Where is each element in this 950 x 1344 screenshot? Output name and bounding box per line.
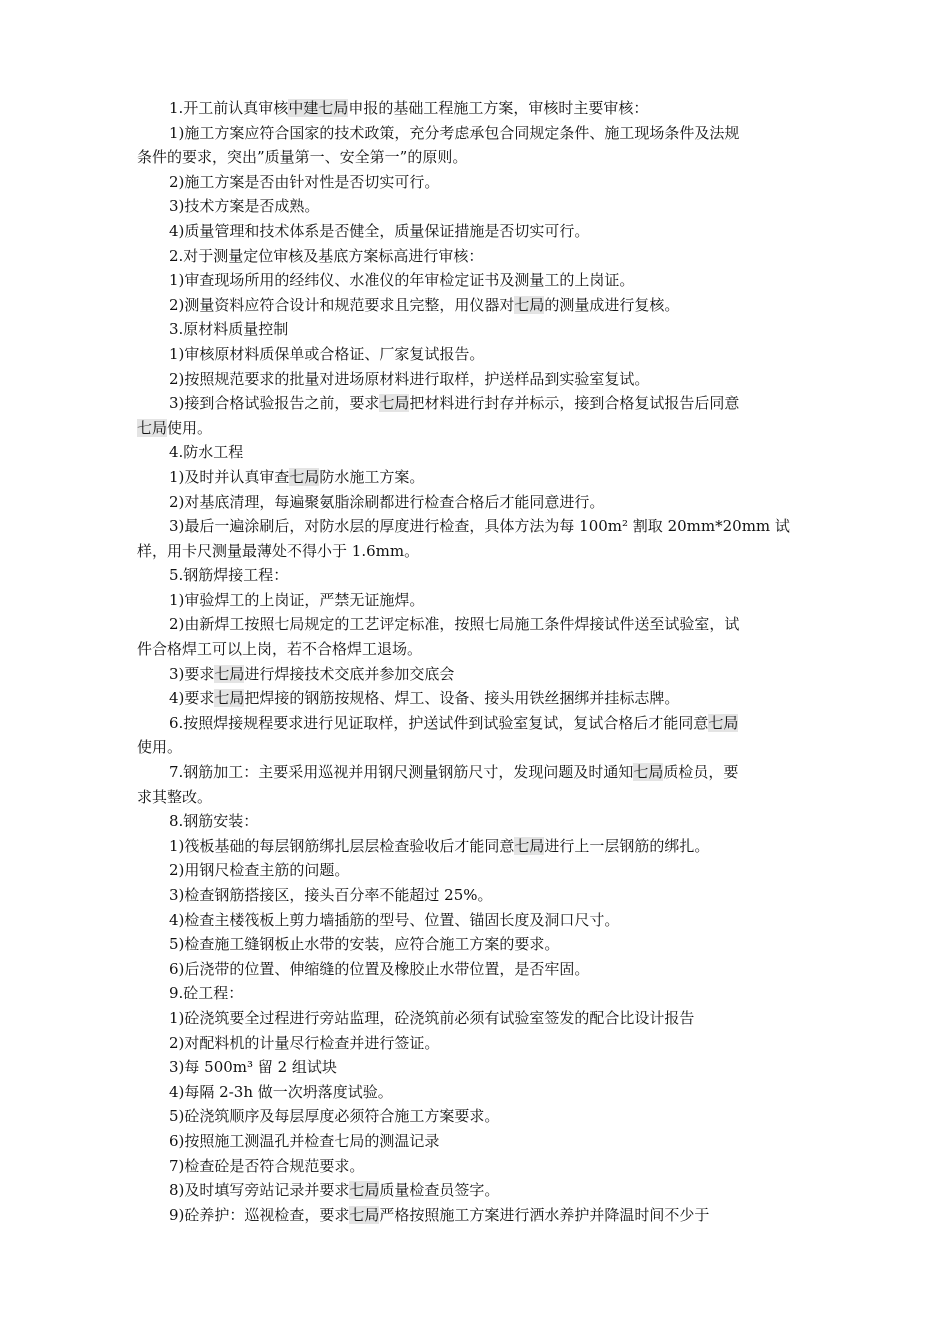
highlighted-term: 中建七局 (288, 99, 349, 117)
text-segment: 3)技术方案是否成熟。 (169, 197, 320, 216)
text-line (137, 957, 817, 982)
text-line (137, 563, 817, 588)
text-line (137, 711, 817, 736)
text-segment: 质检员，要 (663, 763, 739, 782)
text-segment: 2.对于测量定位审核及基底方案标高进行审核： (169, 246, 484, 265)
text-line (137, 612, 817, 637)
text-line (137, 785, 817, 810)
text-line (137, 1006, 817, 1031)
text-segment: 4)质量管理和技术体系是否健全，质量保证措施是否切实可行。 (169, 221, 590, 240)
text-segment: 3.原材料质量控制 (169, 320, 289, 339)
text-segment: 6)按照施工测温孔并检查七局的测温记录 (169, 1131, 440, 1150)
text-line (137, 858, 817, 883)
text-line (137, 1203, 817, 1228)
text-segment: 6.按照焊接规程要求进行见证取样，护送试件到试验室复试，复试合格后才能同意 (169, 713, 709, 732)
text-line (137, 932, 817, 957)
text-line (137, 96, 817, 121)
text-segment: 1)砼浇筑要全过程进行旁站监理，砼浇筑前必须有试验室签发的配合比设计报告 (169, 1008, 695, 1027)
text-line (137, 834, 817, 859)
text-line (137, 317, 817, 342)
text-segment: 样，用卡尺测量最薄处不得小于 1.6mm。 (137, 541, 420, 560)
text-segment: 3)接到合格试验报告之前，要求 (169, 394, 380, 413)
text-segment: 求其整改。 (137, 787, 213, 806)
text-line (137, 416, 817, 441)
text-line (137, 1129, 817, 1154)
text-segment: 件合格焊工可以上岗，若不合格焊工退场。 (137, 640, 423, 659)
highlighted-term: 七局 (349, 1181, 380, 1200)
text-line (137, 1104, 817, 1129)
text-segment: 7)检查砼是否符合规范要求。 (169, 1156, 365, 1175)
text-segment: 6)后浇带的位置、伸缩缝的位置及橡胶止水带位置，是否牢固。 (169, 959, 590, 978)
text-line (137, 809, 817, 834)
text-segment: 申报的基础工程施工方案，审核时主要审核： (348, 99, 649, 117)
text-segment: 进行焊接技术交底并参加交底会 (244, 664, 455, 683)
highlighted-term: 七局 (708, 713, 739, 732)
text-line (137, 1031, 817, 1056)
text-line (137, 194, 817, 219)
text-line (137, 981, 817, 1006)
text-line (137, 121, 817, 146)
text-segment: 5.钢筋焊接工程： (169, 566, 289, 585)
text-segment: 5)砼浇筑顺序及每层厚度必须符合施工方案要求。 (169, 1107, 500, 1126)
highlighted-term: 七局 (289, 467, 320, 486)
text-segment: 的测量成进行复核。 (544, 295, 680, 314)
text-segment: 4)每隔 2-3h 做一次坍落度试验。 (169, 1082, 393, 1101)
text-line (137, 145, 817, 170)
text-segment: 3)检查钢筋搭接区，接头百分率不能超过 25%。 (169, 886, 493, 904)
text-segment: 把焊接的钢筋按规格、焊工、设备、接头用铁丝捆绑并挂标志牌。 (244, 689, 680, 708)
text-segment: 4)检查主楼筏板上剪力墙插筋的型号、位置、锚固长度及洞口尺寸。 (169, 910, 620, 929)
text-segment: 4.防水工程 (169, 443, 244, 462)
text-segment: 把材料进行封存并标示，接到合格复试报告后同意 (409, 394, 740, 413)
highlighted-term: 七局 (514, 295, 545, 314)
text-segment: 2)测量资料应符合设计和规范要求且完整，用仪器对 (169, 295, 515, 314)
text-segment: 防水施工方案。 (319, 467, 425, 486)
text-line (137, 342, 817, 367)
highlighted-term: 七局 (137, 418, 168, 437)
text-segment: 1)审核原材料质保单或合格证、厂家复试报告。 (169, 344, 485, 363)
text-line (137, 465, 817, 490)
text-line (137, 391, 817, 416)
document-body (137, 96, 817, 1227)
text-line (137, 1080, 817, 1105)
text-line (137, 662, 817, 687)
text-line (137, 244, 817, 269)
text-segment: 2)施工方案是否由针对性是否切实可行。 (169, 172, 440, 191)
text-line (137, 760, 817, 785)
text-line (137, 293, 817, 318)
text-segment: 3)最后一遍涂刷后，对防水层的厚度进行检查，具体方法为每 100m² 割取 20mm*20mm 试 (169, 517, 790, 536)
text-line (137, 514, 817, 539)
text-line (137, 1178, 817, 1203)
highlighted-term: 七局 (633, 763, 664, 782)
text-line (137, 735, 817, 760)
text-segment: 1.开工前认真审核 (169, 99, 289, 117)
text-segment: 5)检查施工缝钢板止水带的安装，应符合施工方案的要求。 (169, 935, 560, 954)
text-line (137, 883, 817, 908)
text-line (137, 170, 817, 195)
text-segment: 进行上一层钢筋的绑扎。 (544, 836, 710, 855)
text-segment: 8.钢筋安装： (169, 812, 259, 831)
text-segment: 8)及时填写旁站记录并要求 (169, 1181, 350, 1200)
text-segment: 9.砼工程： (169, 984, 244, 1003)
text-segment: 2)用钢尺检查主筋的问题。 (169, 861, 350, 880)
highlighted-term: 七局 (214, 664, 245, 683)
text-segment: 1)筏板基础的每层钢筋绑扎层层检查验收后才能同意 (169, 836, 515, 855)
text-line (137, 588, 817, 613)
text-segment: 严格按照施工方案进行洒水养护并降温时间不少于 (379, 1205, 710, 1224)
text-segment: 1)及时并认真审查 (169, 467, 290, 486)
text-line (137, 440, 817, 465)
text-line (137, 539, 817, 564)
highlighted-term: 七局 (214, 689, 245, 708)
text-segment: 2)由新焊工按照七局规定的工艺评定标准，按照七局施工条件焊接试件送至试验室，试 (169, 615, 740, 634)
text-line (137, 268, 817, 293)
text-line (137, 219, 817, 244)
text-segment: 7.钢筋加工：主要采用巡视并用钢尺测量钢筋尺寸，发现问题及时通知 (169, 763, 634, 782)
text-segment: 使用。 (167, 418, 213, 437)
text-segment: 1)审查现场所用的经纬仪、水准仪的年审检定证书及测量工的上岗证。 (169, 271, 635, 290)
text-segment: 1)审验焊工的上岗证，严禁无证施焊。 (169, 590, 425, 609)
highlighted-term: 七局 (379, 394, 410, 413)
text-line (137, 637, 817, 662)
text-line (137, 1055, 817, 1080)
text-segment: 质量检查员签字。 (379, 1181, 500, 1200)
text-segment: 3)每 500m³ 留 2 组试块 (169, 1058, 337, 1077)
text-segment: 1)施工方案应符合国家的技术政策，充分考虑承包合同规定条件、施工现场条件及法规 (169, 123, 740, 142)
text-segment: 2)按照规范要求的批量对进场原材料进行取样，护送样品到实验室复试。 (169, 369, 650, 388)
text-segment: 4)要求 (169, 689, 215, 708)
text-line (137, 1154, 817, 1179)
text-line (137, 490, 817, 515)
text-line (137, 908, 817, 933)
text-segment: 条件的要求，突出”质量第一、安全第一”的原则。 (137, 148, 468, 167)
text-line (137, 367, 817, 392)
text-segment: 9)砼养护：巡视检查，要求 (169, 1205, 350, 1224)
text-line (137, 686, 817, 711)
text-segment: 2)对配料机的计量尽行检查并进行签证。 (169, 1033, 440, 1052)
text-segment: 使用。 (137, 738, 183, 757)
highlighted-term: 七局 (514, 836, 545, 855)
highlighted-term: 七局 (349, 1205, 380, 1224)
text-segment: 2)对基底清理，每遍聚氨脂涂刷都进行检查合格后才能同意进行。 (169, 492, 605, 511)
text-segment: 3)要求 (169, 664, 215, 683)
